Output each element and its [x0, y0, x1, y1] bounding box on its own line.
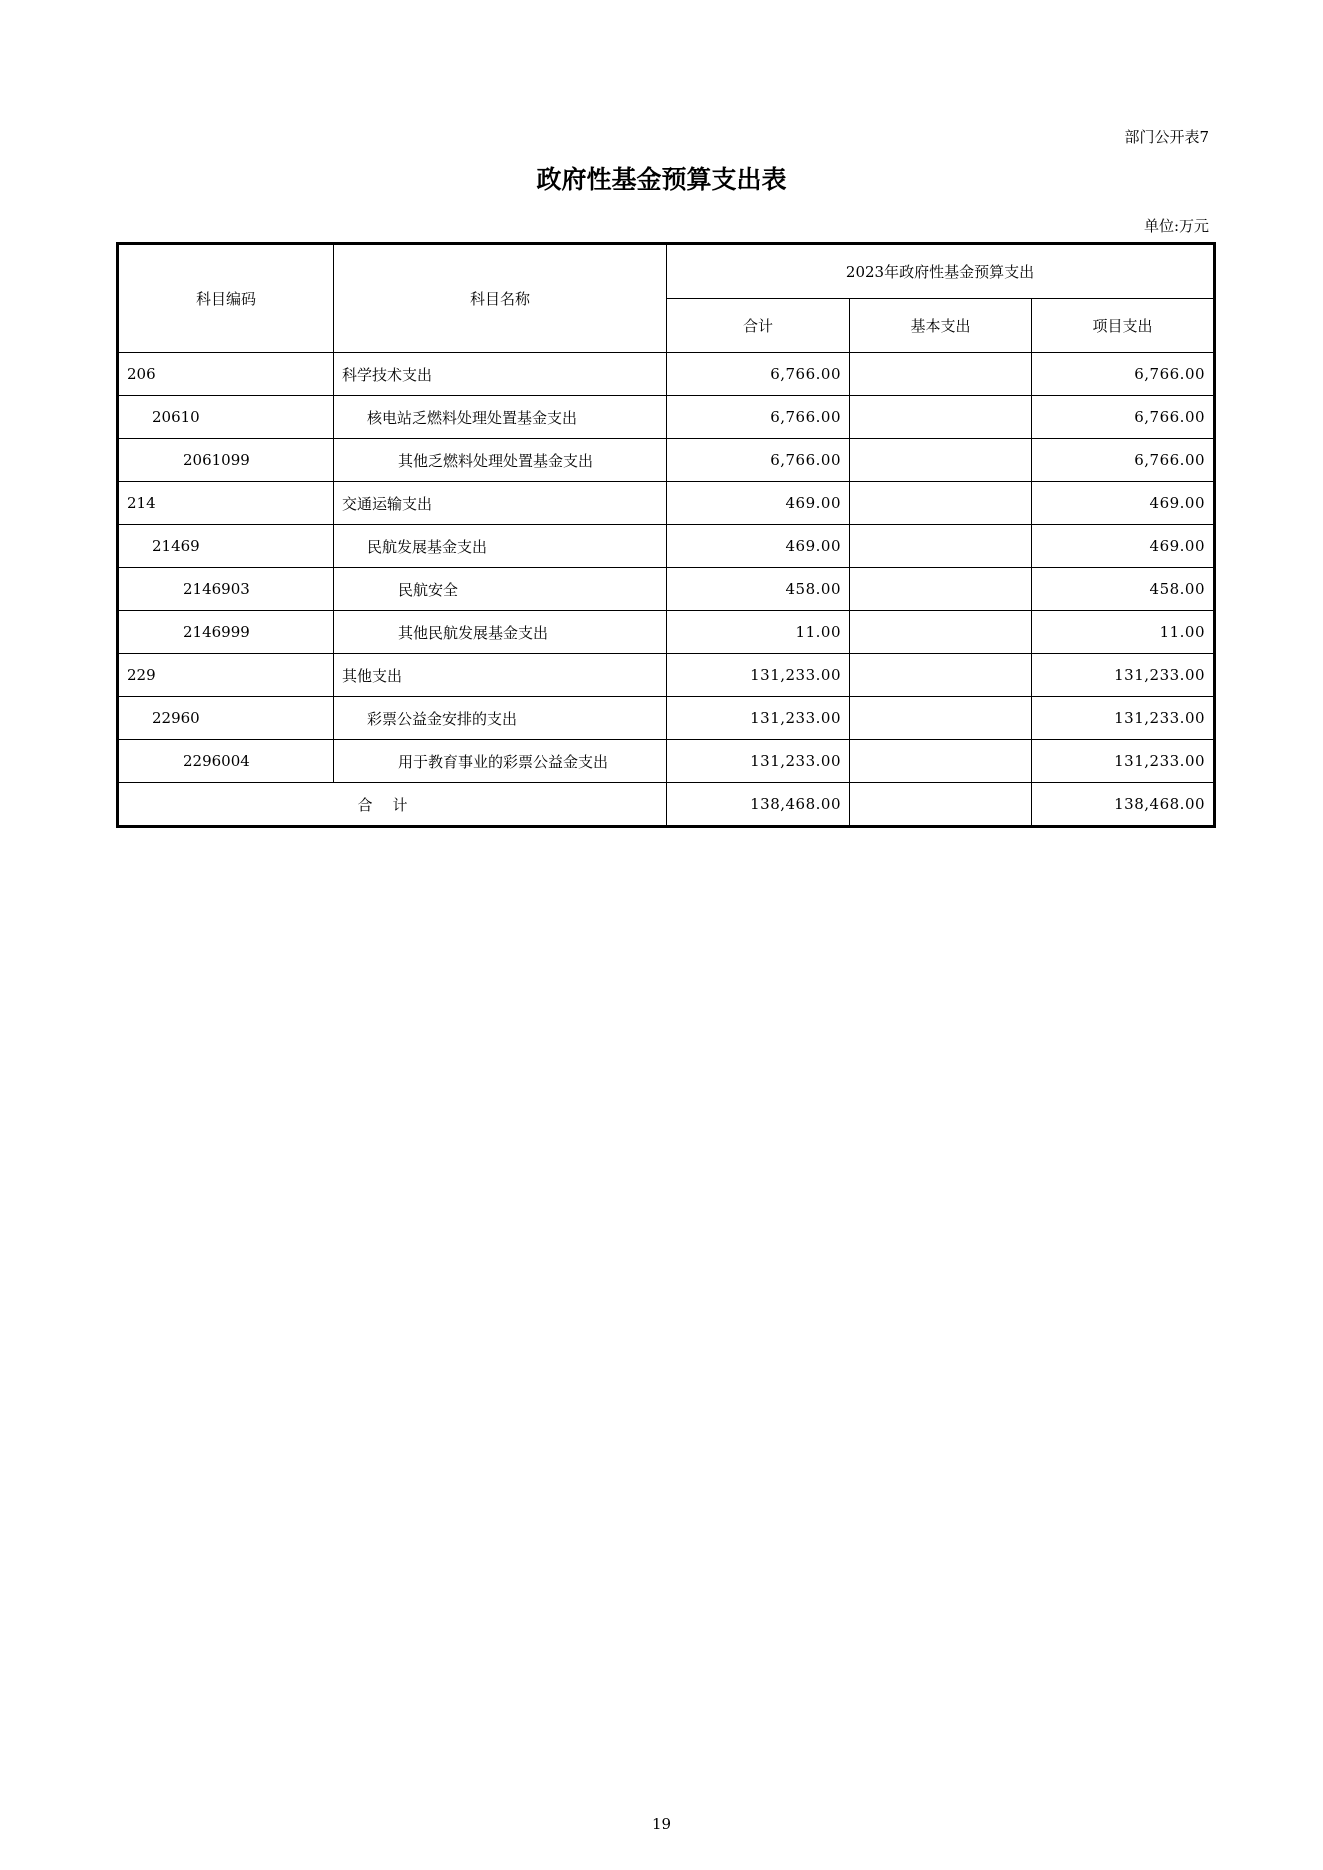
header-project: 项目支出: [1032, 299, 1215, 353]
table-row: [118, 353, 1215, 396]
header-name: 科目名称: [334, 244, 667, 353]
row-basic: [850, 654, 1032, 697]
table-row: [118, 654, 1215, 697]
row-name: 彩票公益金安排的支出: [334, 697, 667, 740]
row-basic: [850, 697, 1032, 740]
row-total: 131,233.00: [667, 697, 850, 740]
row-name: 核电站乏燃料处理处置基金支出: [334, 396, 667, 439]
page-number: 19: [651, 1815, 672, 1833]
row-name: 其他乏燃料处理处置基金支出: [334, 439, 667, 482]
row-project: 458.00: [1032, 568, 1215, 611]
row-project: 6,766.00: [1032, 353, 1215, 396]
row-total: 469.00: [667, 482, 850, 525]
row-name: 民航发展基金支出: [334, 525, 667, 568]
row-code: 22960: [118, 697, 334, 740]
header-code: 科目编码: [118, 244, 334, 353]
row-project: 131,233.00: [1032, 654, 1215, 697]
row-total: 6,766.00: [667, 353, 850, 396]
row-code: 20610: [118, 396, 334, 439]
row-project: 6,766.00: [1032, 396, 1215, 439]
row-name: 用于教育事业的彩票公益金支出: [334, 740, 667, 783]
row-total: 131,233.00: [667, 654, 850, 697]
table-row: [118, 482, 1215, 525]
header-basic: 基本支出: [850, 299, 1032, 353]
row-basic: [850, 396, 1032, 439]
row-code: 206: [118, 353, 334, 396]
row-project: 131,233.00: [1032, 740, 1215, 783]
row-name: 其他民航发展基金支出: [334, 611, 667, 654]
row-total: 131,233.00: [667, 740, 850, 783]
page-title: 政府性基金预算支出表: [536, 165, 787, 194]
table-row: [118, 525, 1215, 568]
row-basic: [850, 353, 1032, 396]
row-basic: [850, 439, 1032, 482]
row-basic: [850, 740, 1032, 783]
row-project: 11.00: [1032, 611, 1215, 654]
row-project: 131,233.00: [1032, 697, 1215, 740]
row-basic: [850, 568, 1032, 611]
grand-total-label: 合计: [118, 783, 667, 827]
row-name: 交通运输支出: [334, 482, 667, 525]
grand-total-total: 138,468.00: [667, 783, 850, 827]
row-basic: [850, 525, 1032, 568]
row-project: 469.00: [1032, 525, 1215, 568]
table-row: [118, 740, 1215, 783]
header-total: 合计: [667, 299, 850, 353]
row-total: 6,766.00: [667, 439, 850, 482]
table-row: [118, 439, 1215, 482]
row-code: 21469: [118, 525, 334, 568]
grand-total-basic: [850, 783, 1032, 827]
header-group: 2023年政府性基金预算支出: [667, 244, 1215, 299]
row-name: 其他支出: [334, 654, 667, 697]
row-name: 民航安全: [334, 568, 667, 611]
row-name: 科学技术支出: [334, 353, 667, 396]
row-code: 2146903: [118, 568, 334, 611]
form-number: 部门公开表7: [1124, 128, 1209, 146]
table-row: [118, 611, 1215, 654]
row-code: 214: [118, 482, 334, 525]
table-row: [118, 697, 1215, 740]
row-total: 469.00: [667, 525, 850, 568]
unit-label: 单位:万元: [1143, 217, 1209, 235]
budget-table: [116, 242, 1216, 828]
grand-total-project: 138,468.00: [1032, 783, 1215, 827]
row-basic: [850, 482, 1032, 525]
row-total: 458.00: [667, 568, 850, 611]
row-code: 2061099: [118, 439, 334, 482]
table-row: [118, 396, 1215, 439]
row-project: 469.00: [1032, 482, 1215, 525]
grand-total-row: [118, 783, 1215, 827]
row-project: 6,766.00: [1032, 439, 1215, 482]
row-total: 11.00: [667, 611, 850, 654]
table-row: [118, 568, 1215, 611]
row-code: 2146999: [118, 611, 334, 654]
row-code: 229: [118, 654, 334, 697]
row-basic: [850, 611, 1032, 654]
row-total: 6,766.00: [667, 396, 850, 439]
row-code: 2296004: [118, 740, 334, 783]
